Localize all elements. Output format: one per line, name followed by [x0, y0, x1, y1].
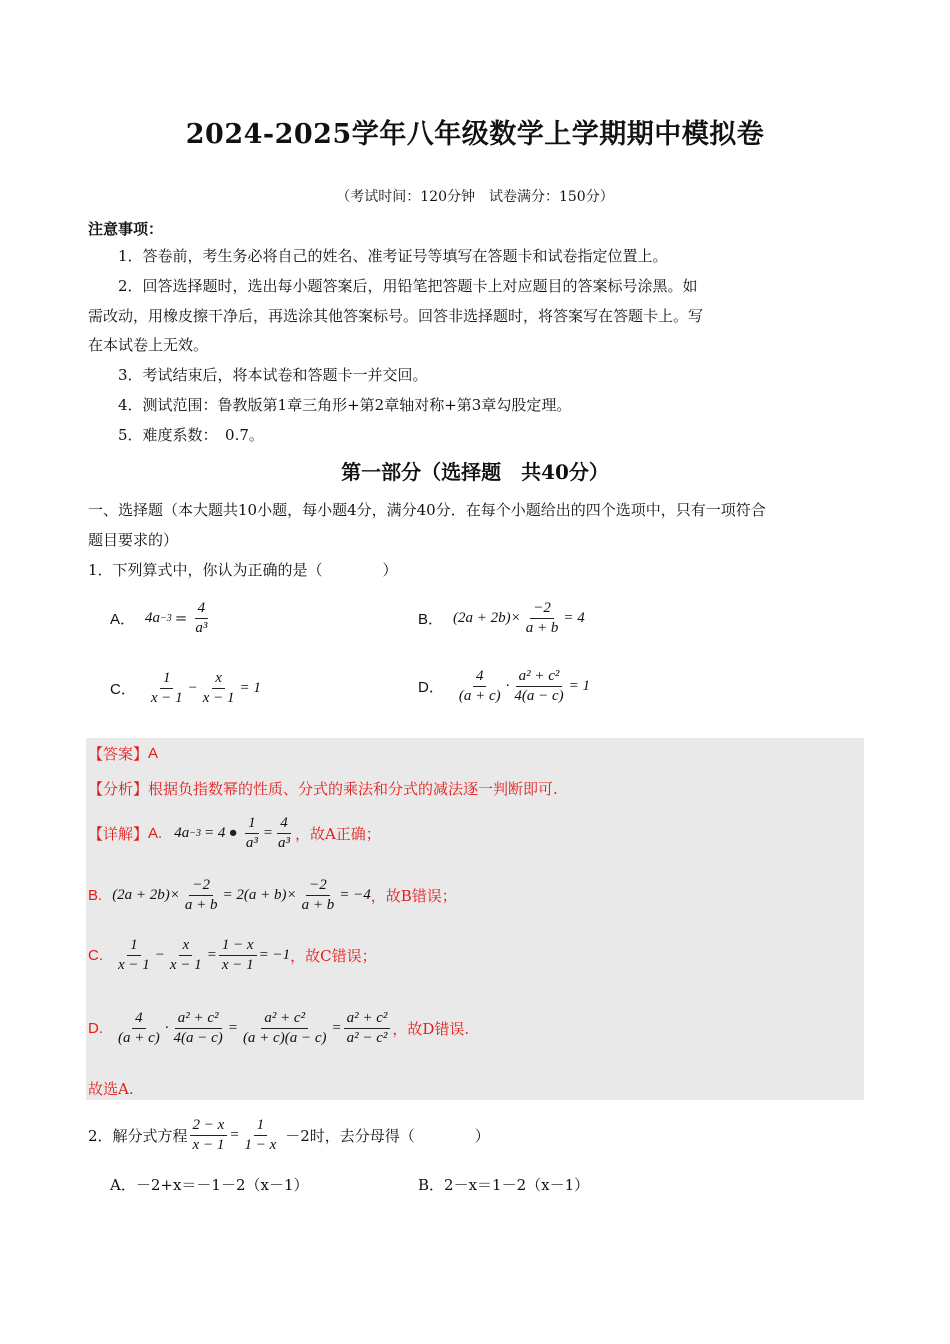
fraction: $\frac{-2}{a + b}$ [525, 599, 559, 636]
note-item: 1．答卷前，考生务必将自己的姓名、准考证号等填写在答题卡和试卷指定位置上。 [118, 247, 668, 265]
note-item: 2．回答选择题时，选出每小题答案后，用铅笔把答题卡上对应题目的答案标号涂黑。如 [118, 277, 698, 295]
exam-info: （考试时间：120分钟 试卷满分：150分） [336, 189, 614, 205]
answer-line: 【答案】 A [88, 744, 159, 763]
section-title: 第一部分（选择题 共40分） [341, 460, 609, 484]
part-intro-line: 题目要求的） [88, 531, 179, 549]
note-item: 5．难度系数： 0.7。 [118, 426, 264, 444]
question-1-stem: 1．下列算式中，你认为正确的是（ ） [88, 561, 398, 579]
note-item: 在本试卷上无效。 [88, 336, 209, 354]
option-label: A． [110, 610, 136, 628]
note-item: 3．考试结束后，将本试卷和答题卡一并交回。 [118, 366, 428, 384]
q1-option-d[interactable]: D． $\frac{4}{(a + c)}$ · $\frac{\text{a² + c²}}{4(a - c)}$ = 1 [418, 667, 591, 704]
q1-option-a[interactable]: A． 4a −3 = $\frac{4}{\text{a³}}$ [110, 594, 212, 642]
fraction: $\frac{4}{(a + c)}$ [458, 667, 501, 704]
question-2-stem: 2．解分式方程 $\frac{2 - x}{x - 1}$ = $\frac{1}{1 - x}$ －2时，去分母得（ ） [88, 1116, 490, 1153]
q1-option-c[interactable]: C． $\frac{1}{x - 1}$ − $\frac{x}{x - 1}$ = 1 [110, 669, 261, 706]
detail-c-line: C. $\frac{1}{x - 1}$ − $\frac{x}{x - 1}$ = $\frac{1 - x}{x - 1}$ = −1 ，故C错误； [88, 936, 377, 973]
analysis-line: 【分析】 根据负指数幂的性质、分式的乘法和分式的减法逐一判断即可. [88, 779, 558, 798]
q2-option-a[interactable]: A．－2+x＝－1－2（x－1） [110, 1176, 309, 1194]
detail-b-line: B. (2a + 2b)× $\frac{-2}{a + b}$ = 2(a + b)× $\frac{-2}{a + b}$ = −4 ，故B错误； [88, 876, 457, 913]
option-label: D． [418, 678, 444, 696]
fraction: $\frac{1}{x - 1}$ [150, 669, 183, 706]
part-intro-line: 一、选择题（本大题共10小题，每小题4分，满分40分．在每个小题给出的四个选项中，只有一项符合 [88, 501, 766, 519]
notes-heading: 注意事项： [88, 220, 164, 238]
detail-a-line: 【详解】 A. 4a −3 = 4 • $\frac{1}{\text{a³}}$ = $\frac{4}{\text{a³}}$ ，故A正确； [88, 814, 381, 851]
option-label: B． [418, 610, 444, 628]
fraction: $\frac{4}{\text{a³}}$ [195, 599, 208, 636]
q2-option-b[interactable]: B．2－x＝1－2（x－1） [418, 1176, 590, 1194]
fraction: $\frac{\text{a² + c²}}{4(a - c)}$ [514, 667, 564, 704]
page-title: 2024-2025学年八年级数学上学期期中模拟卷 [185, 119, 765, 150]
note-item: 4．测试范围：鲁教版第1章三角形+第2章轴对称+第3章勾股定理。 [118, 396, 572, 414]
option-label: C． [110, 680, 136, 698]
fraction: $\frac{x}{x - 1}$ [202, 669, 235, 706]
detail-d-line: D. $\frac{4}{(a + c)}$ · $\frac{\text{a² + c²}}{4(a - c)}$ = $\frac{\text{a² + c²}}{(a + c)(a - c)}$ = $\frac{\text{a² + c²}}{\text{a² − c²}}$ ，故D错误. [88, 1009, 470, 1046]
conclusion: 故选A. [88, 1079, 134, 1098]
q1-option-b[interactable]: B． (2a + 2b)× $\frac{-2}{a + b}$ = 4 [418, 599, 585, 636]
note-item: 需改动，用橡皮擦干净后，再选涂其他答案标号。回答非选择题时，将答案写在答题卡上。写 [88, 307, 704, 325]
